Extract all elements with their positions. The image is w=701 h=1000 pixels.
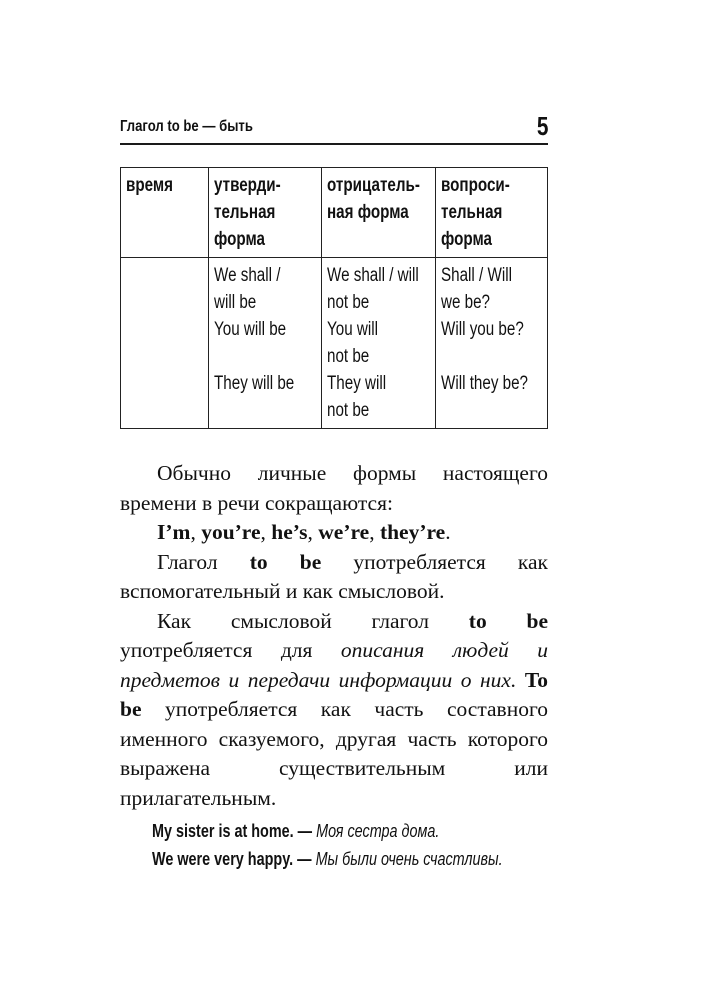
page-number: 5 xyxy=(536,111,548,141)
cell-line: You will xyxy=(327,319,378,340)
header-line: время xyxy=(126,175,173,196)
period: . xyxy=(445,520,451,544)
cell-line: not be xyxy=(327,400,370,421)
example-line xyxy=(152,845,503,873)
term: To be xyxy=(120,667,549,721)
header-interrogative xyxy=(436,168,548,258)
header-line: форма xyxy=(441,229,492,250)
text: Как смысловой глагол xyxy=(157,608,469,633)
cell-gap xyxy=(214,343,316,370)
separator: , xyxy=(369,520,380,544)
conjugation-table xyxy=(120,167,548,429)
example-en: We xyxy=(152,849,178,869)
table-row xyxy=(121,258,548,429)
cell-interrogative xyxy=(436,258,548,429)
cell-line: Will you be? xyxy=(441,319,524,340)
contraction-form: he’s xyxy=(271,520,308,544)
cell-line: We shall / will xyxy=(327,265,419,286)
separator: , xyxy=(260,520,272,544)
running-title: Глагол to be — быть xyxy=(120,118,253,135)
example-en: very happy. xyxy=(210,849,294,869)
cell-line: We shall / xyxy=(214,265,281,286)
contraction-form: we’re xyxy=(318,520,370,544)
contraction-form: I’m xyxy=(157,520,191,544)
cell-line: not be xyxy=(327,346,370,367)
cell-line: Will they be? xyxy=(441,373,529,394)
header-line: форма xyxy=(214,229,265,250)
paragraph-contraction-forms xyxy=(120,518,548,548)
separator: , xyxy=(190,520,202,544)
dash: — xyxy=(293,849,316,869)
header-line: тельная xyxy=(214,202,276,223)
example-en: My sister xyxy=(152,821,219,841)
header-line: отрицатель- xyxy=(327,175,420,196)
table-header-row xyxy=(121,168,548,258)
header-line: ная форма xyxy=(327,202,409,223)
cell-line: You will be xyxy=(214,319,287,340)
header-line: тельная xyxy=(441,202,503,223)
paragraph-text: Обычно личные формы настоящего времени в речи сокращаются: xyxy=(120,461,548,515)
header-negative xyxy=(322,168,436,258)
cell-gap xyxy=(441,343,542,370)
contraction-form: you’re xyxy=(201,520,261,544)
cell-line: will be xyxy=(214,292,257,313)
header-time xyxy=(121,168,209,258)
example-verb: were xyxy=(177,849,211,869)
paragraph-contractions xyxy=(120,459,548,518)
paragraph-semantic xyxy=(120,607,548,814)
contraction-form: they’re xyxy=(379,520,446,544)
text: Глагол xyxy=(157,549,250,574)
cell-line: not be xyxy=(327,292,370,313)
header-line: вопроси- xyxy=(441,175,510,196)
paragraph-auxiliary xyxy=(120,548,548,607)
header-affirmative xyxy=(209,168,322,258)
cell-line: They will xyxy=(327,373,387,394)
cell-negative xyxy=(322,258,436,429)
header-line: утверди- xyxy=(214,175,281,196)
running-header xyxy=(120,113,548,145)
cell-affirmative xyxy=(209,258,322,429)
example-en: at home. xyxy=(230,821,294,841)
example-translation: Моя сестра дома. xyxy=(316,821,440,841)
dash: — xyxy=(293,821,317,841)
term: to be xyxy=(468,608,548,633)
cell-time xyxy=(121,258,209,429)
cell-line: Shall / Will xyxy=(441,265,512,286)
example-translation: Мы были очень счастливы. xyxy=(315,849,503,869)
cell-line: we be? xyxy=(441,292,491,313)
text: употребляется для xyxy=(120,638,341,662)
example-verb: is xyxy=(218,821,231,841)
emphasis: описания людей и предметов и передачи информации о них. xyxy=(120,638,548,692)
example-line xyxy=(152,817,488,845)
examples xyxy=(152,817,572,873)
text: употребляется как часть составного именного сказуемого, другая часть которого выражена существительным или прилагательным. xyxy=(120,697,548,810)
term: to be xyxy=(249,549,322,574)
cell-line: They will be xyxy=(214,373,295,394)
body-text xyxy=(120,459,548,813)
text xyxy=(516,668,525,692)
separator: , xyxy=(307,520,319,544)
text: употребляется как вспомогательный и как смысловой. xyxy=(120,549,548,603)
